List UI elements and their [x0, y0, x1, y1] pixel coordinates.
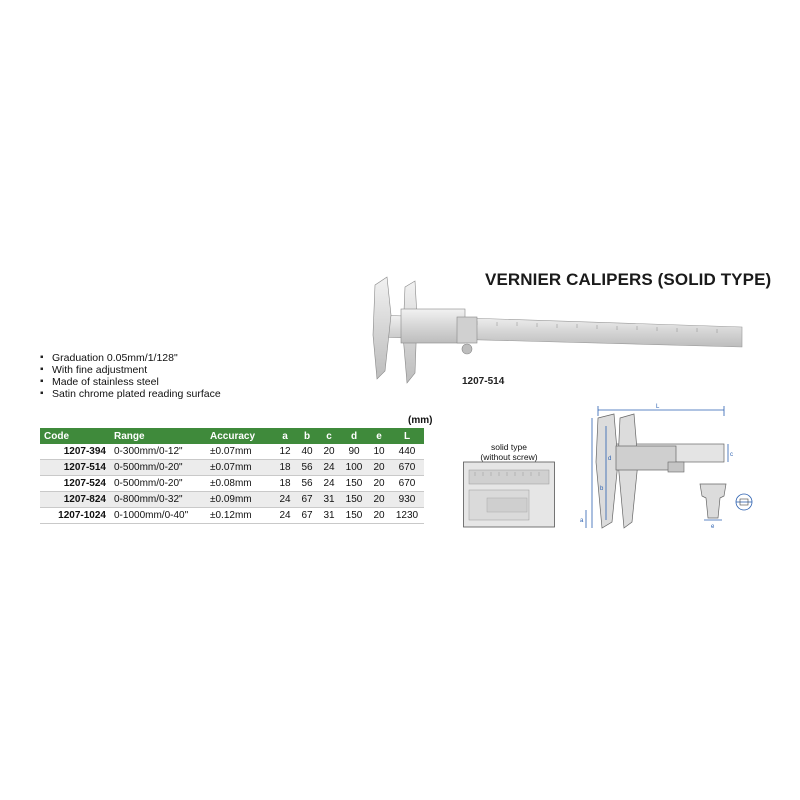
table-cell-l: 1230 [390, 508, 424, 524]
table-cell-l: 930 [390, 492, 424, 508]
table-cell-accuracy: ±0.08mm [206, 476, 274, 492]
table-cell-accuracy: ±0.09mm [206, 492, 274, 508]
feature-item: ▪ Made of stainless steel [40, 376, 221, 388]
table-cell-a: 24 [274, 508, 296, 524]
table-cell-b: 67 [296, 508, 318, 524]
table-cell-b: 56 [296, 476, 318, 492]
feature-list [40, 352, 221, 400]
caliper-photo [357, 275, 752, 395]
table-cell-d: 150 [340, 476, 368, 492]
table-cell-d: 150 [340, 492, 368, 508]
header-l: L [390, 428, 424, 444]
table-cell-c: 24 [318, 460, 340, 476]
dim-label-c: c [730, 452, 733, 458]
table-cell-range: 0-1000mm/0-40" [110, 508, 206, 524]
table-cell-a: 18 [274, 476, 296, 492]
table-cell-range: 0-500mm/0-20" [110, 460, 206, 476]
dim-label-d: d [608, 456, 612, 462]
table-cell-c: 24 [318, 476, 340, 492]
dim-label-l: L [656, 404, 660, 410]
table-cell-b: 40 [296, 444, 318, 460]
feature-item: ▪ Graduation 0.05mm/1/128" [40, 352, 221, 364]
table-cell-a: 18 [274, 460, 296, 476]
table-header-row [40, 428, 424, 444]
table-cell-code: 1207-1024 [40, 508, 110, 524]
header-range: Range [110, 428, 206, 444]
table-cell-range: 0-300mm/0-12" [110, 444, 206, 460]
table-cell-code: 1207-514 [40, 460, 110, 476]
spec-table [40, 428, 424, 524]
table-cell-b: 67 [296, 492, 318, 508]
dimension-diagram [576, 400, 758, 540]
table-cell-e: 20 [368, 492, 390, 508]
table-cell-a: 12 [274, 444, 296, 460]
table-cell-d: 150 [340, 508, 368, 524]
table-row [40, 508, 424, 524]
table-unit: (mm) [408, 415, 433, 426]
table-cell-code: 1207-824 [40, 492, 110, 508]
header-e: e [368, 428, 390, 444]
table-cell-code: 1207-524 [40, 476, 110, 492]
table-row [40, 476, 424, 492]
header-accuracy: Accuracy [206, 428, 274, 444]
header-b: b [296, 428, 318, 444]
table-cell-b: 56 [296, 460, 318, 476]
table-cell-e: 20 [368, 508, 390, 524]
page-title: VERNIER CALIPERS (SOLID TYPE) [485, 270, 772, 289]
table-cell-c: 31 [318, 492, 340, 508]
photo-model-label: 1207-514 [462, 376, 505, 387]
header-a: a [274, 428, 296, 444]
solid-type-label [463, 442, 555, 462]
table-cell-a: 24 [274, 492, 296, 508]
table-row [40, 444, 424, 460]
solid-type-label-line1: solid type [491, 442, 527, 452]
table-row [40, 492, 424, 508]
table-cell-c: 20 [318, 444, 340, 460]
table-cell-d: 90 [340, 444, 368, 460]
solid-type-label-line2: (without screw) [480, 452, 538, 462]
table-cell-code: 1207-394 [40, 444, 110, 460]
table-cell-e: 20 [368, 476, 390, 492]
table-cell-c: 31 [318, 508, 340, 524]
header-c: c [318, 428, 340, 444]
table-cell-d: 100 [340, 460, 368, 476]
dim-label-e: e [711, 524, 715, 530]
header-code: Code [40, 428, 110, 444]
table-row [40, 460, 424, 476]
dim-label-a: a [580, 518, 584, 524]
table-cell-range: 0-800mm/0-32" [110, 492, 206, 508]
table-cell-l: 440 [390, 444, 424, 460]
table-cell-range: 0-500mm/0-20" [110, 476, 206, 492]
feature-item: ▪ With fine adjustment [40, 364, 221, 376]
dim-label-b: b [600, 486, 604, 492]
table-cell-l: 670 [390, 460, 424, 476]
header-d: d [340, 428, 368, 444]
feature-item: ▪ Satin chrome plated reading surface [40, 388, 221, 400]
table-cell-accuracy: ±0.07mm [206, 444, 274, 460]
table-cell-l: 670 [390, 476, 424, 492]
table-cell-accuracy: ±0.07mm [206, 460, 274, 476]
table-cell-e: 20 [368, 460, 390, 476]
table-cell-e: 10 [368, 444, 390, 460]
table-cell-accuracy: ±0.12mm [206, 508, 274, 524]
